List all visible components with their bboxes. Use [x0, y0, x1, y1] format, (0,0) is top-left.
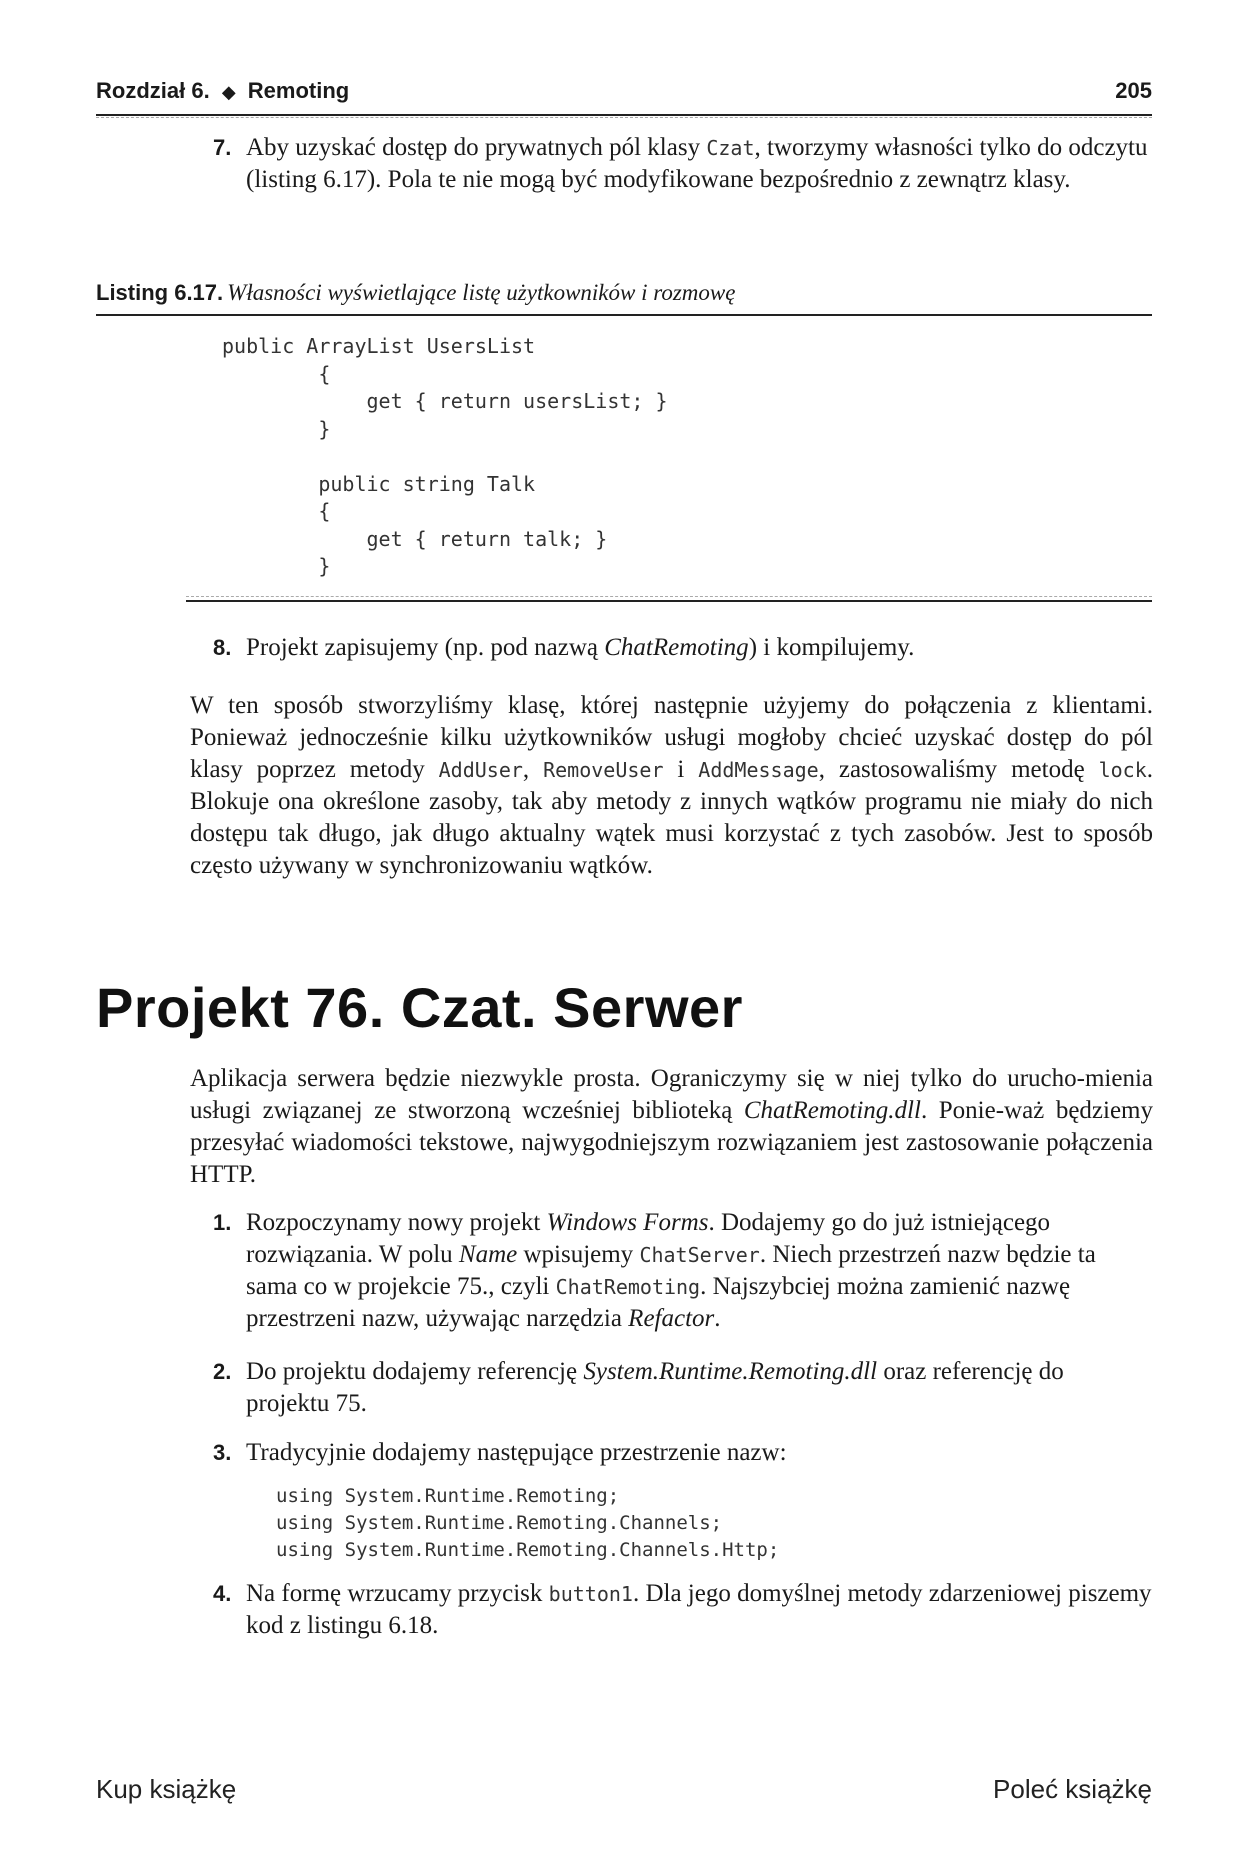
text-run: Aby uzyskać dostęp do prywatnych pól klasy — [246, 134, 707, 161]
step-text — [246, 1356, 1153, 1420]
listing-caption — [96, 280, 1152, 316]
step-number: 8. — [213, 635, 232, 660]
step-2 — [213, 1356, 1153, 1420]
using-code-block: using System.Runtime.Remoting; using System.Runtime.Remoting.Channels; using System.Runtime.Remoting.Channels.Http; — [276, 1485, 780, 1561]
listing-code: public ArrayList UsersList { get { return usersList; } } public string Talk { get { return talk; } } — [222, 334, 668, 578]
text-run: W ten sposób stworzyliśmy klasę, której następnie użyjemy do połączenia z klientami. Ponieważ jednocześnie kilku użytkowników usługi mogłoby chcieć uzyskać dostęp do pól klasy poprzez metody — [190, 692, 1153, 783]
text-run: . Niech przestrzeń nazw będzie ta sama co w projekcie 75., czyli — [246, 1241, 1096, 1300]
step-number: 3. — [213, 1440, 232, 1465]
text-run: . Najszybciej można zamienić nazwę przestrzeni nazw, używając narzędzia — [246, 1273, 1071, 1332]
text-run: . Dodajemy go do już istniejącego rozwiązania. W polu — [246, 1209, 1051, 1268]
chapter-title — [96, 78, 349, 104]
listing-label: Listing 6.17. — [96, 280, 224, 305]
step-text — [246, 132, 1153, 196]
text-run: Do projektu dodajemy referencję — [246, 1358, 584, 1385]
step-number: 7. — [213, 135, 232, 160]
body-paragraph — [190, 1063, 1153, 1191]
step-number: 1. — [213, 1210, 232, 1235]
step-number: 2. — [213, 1359, 232, 1384]
buy-book-link[interactable]: Kup książkę — [96, 1774, 237, 1804]
inline-code: Czat — [706, 136, 755, 160]
step-text: Tradycyjnie dodajemy następujące przestrzenie nazw: — [246, 1439, 787, 1466]
chapter-label: Rozdział 6. — [96, 78, 210, 103]
listing-dotted-rule — [186, 596, 1152, 597]
text-run: oraz referencję do projektu 75. — [246, 1358, 1064, 1417]
step-3 — [213, 1437, 1153, 1469]
inline-code: ChatRemoting — [555, 1275, 701, 1299]
step-8 — [213, 632, 1153, 664]
text-run: Rozpoczynamy nowy projekt — [246, 1209, 547, 1236]
italic-term: ChatRemoting — [604, 634, 749, 661]
text-run: Aplikacja serwera będzie niezwykle prosta. Ograniczymy się w niej tylko do urucho-mienia usługi związanej ze stworzoną wcześniej biblioteką — [190, 1065, 1153, 1124]
italic-term: Refactor — [628, 1305, 715, 1332]
text-run: . Blokuje ona określone zasoby, tak aby metody z innych wątków programu nie miały do nich dostępu tak długo, jak długo aktualny wątek musi korzystać z tych zasobów. Jest to sposób często używany w synchronizowaniu wątków. — [190, 756, 1154, 879]
header-rule — [96, 117, 1152, 118]
body-paragraph — [190, 690, 1153, 882]
text-run: . Dla jego domyślnej metody zdarzeniowej piszemy kod z listingu 6.18. — [246, 1580, 1152, 1639]
inline-code: ChatServer — [639, 1243, 760, 1267]
text-run: ) i kompilujemy. — [748, 634, 915, 661]
step-1 — [213, 1207, 1153, 1335]
step-text — [246, 1207, 1153, 1335]
italic-term: Windows Forms — [546, 1209, 709, 1236]
bullet-glyph: ◆ — [221, 82, 236, 102]
inline-code: AddUser — [438, 758, 523, 782]
italic-term: ChatRemoting.dll — [743, 1097, 921, 1124]
inline-code: lock — [1098, 758, 1147, 782]
inline-code: button1 — [548, 1582, 633, 1606]
text-run: Na formę wrzucamy przycisk — [246, 1580, 549, 1607]
step-text — [246, 632, 1153, 664]
text-run: , zastosowaliśmy metodę — [818, 756, 1099, 783]
section-label: Remoting — [247, 78, 350, 103]
step-4 — [213, 1578, 1153, 1642]
italic-term: System.Runtime.Remoting.dll — [583, 1358, 878, 1385]
text-run: , — [522, 756, 544, 783]
listing-bottom-rule — [186, 600, 1152, 602]
text-run: i — [663, 756, 699, 783]
section-heading: Projekt 76. Czat. Serwer — [96, 976, 743, 1039]
running-header — [96, 74, 1152, 116]
inline-code: RemoveUser — [543, 758, 664, 782]
listing-title: Własności wyświetlające listę użytkowników i rozmowę — [227, 280, 736, 305]
text-run: Projekt zapisujemy (np. pod nazwą — [246, 634, 605, 661]
inline-code: AddMessage — [698, 758, 819, 782]
text-run: , tworzymy własności tylko do odczytu (listing 6.17). Pola te nie mogą być modyfikowane bezpośrednio z zewnątrz klasy. — [246, 134, 1148, 193]
recommend-book-link[interactable]: Poleć książkę — [993, 1774, 1152, 1804]
page-number: 205 — [1115, 78, 1152, 103]
text-run: . Ponie-waż będziemy przesyłać wiadomości tekstowe, najwygodniejszym rozwiązaniem jest zastosowanie połączenia HTTP. — [190, 1097, 1153, 1188]
text-run: wpisujemy — [517, 1241, 640, 1268]
text-run: . — [714, 1305, 721, 1332]
italic-term: Name — [458, 1241, 518, 1268]
step-7 — [213, 132, 1153, 196]
step-text — [246, 1578, 1153, 1642]
step-number: 4. — [213, 1581, 232, 1606]
